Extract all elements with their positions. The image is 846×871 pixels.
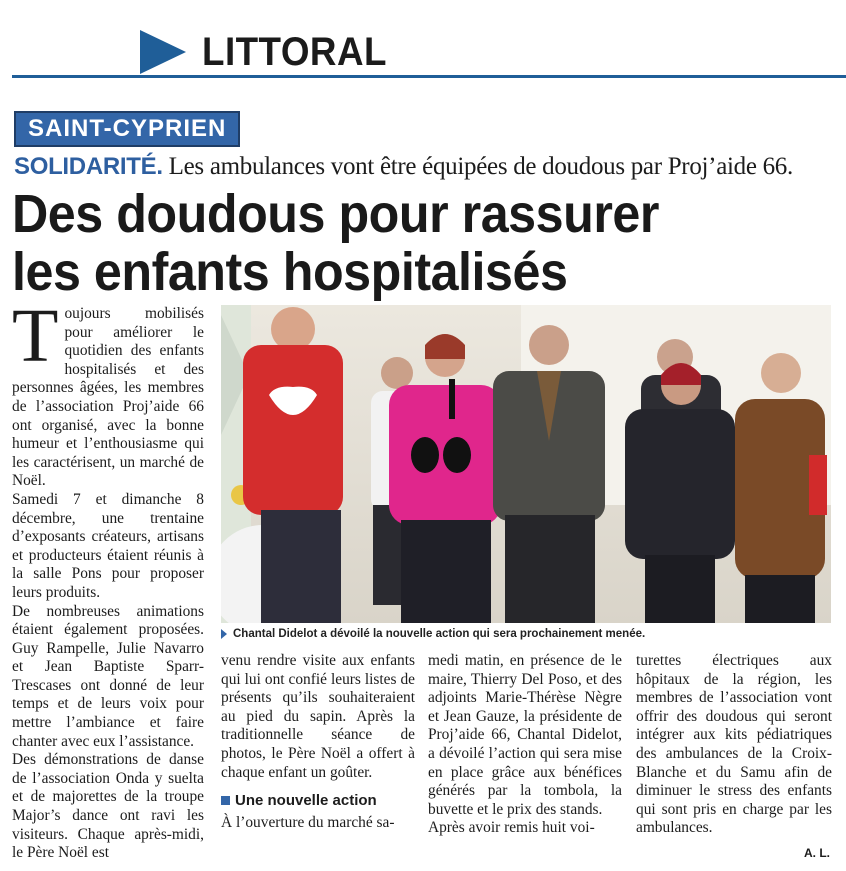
- subheading: Une nouvelle action: [235, 792, 415, 810]
- photo-people-icon: [221, 305, 831, 623]
- kicker-text: Les ambulances vont être équipées de doudous par Proj’aide 66.: [162, 153, 793, 180]
- paragraph: À l’ouverture du marché sa-: [221, 814, 395, 832]
- section-rule: [12, 75, 846, 78]
- square-bullet-icon: [221, 796, 230, 805]
- byline: A. L.: [804, 846, 830, 860]
- section-title: LITTORAL: [202, 30, 387, 74]
- paragraph: Samedi 7 et dimanche 8 décembre, une trentaine d’exposants créateurs, artisans et producteurs étaient réunis à la salle Pons pour proposer leurs produits.: [12, 490, 204, 601]
- paragraph: turettes électriques aux hôpitaux de la région, les membres de l’association vont offrir des doudous qui seront intégrer aux kits pédiatriques des ambulances de la Croix-Blanche et du Samu afin de diminuer le stress des enfants qui sont pris en charge par les ambulances.: [636, 652, 832, 837]
- paragraph: De nombreuses animations étaient également proposées. Guy Rampelle, Julie Navarro et Jean Baptiste Sparr-Trescases ont donné de leur temps et de leurs voix pour mettre l’ambiance et faire chanter avec eux l’assistance.: [12, 602, 204, 750]
- dropcap: T: [12, 294, 59, 378]
- article-column-2: [221, 652, 415, 833]
- kicker-label: SOLIDARITÉ.: [14, 153, 163, 180]
- article-photo: [221, 305, 831, 623]
- section-arrow-icon: [140, 30, 186, 74]
- paragraph: Après avoir remis huit voi-: [428, 819, 595, 837]
- paragraph: venu rendre visite aux enfants qui lui ont confié leurs listes de présents qu’ils souhaiteraient au pied du sapin. Après la traditionnelle séance de photos, le Père Noël a offert à chaque enfant un goûter.: [221, 652, 415, 781]
- location-tag: SAINT-CYPRIEN: [14, 111, 240, 147]
- article-column-4: [636, 652, 832, 838]
- photo-caption: Chantal Didelot a dévoilé la nouvelle action qui sera prochainement menée.: [221, 628, 645, 640]
- headline-line-2: les enfants hospitalisés: [12, 242, 568, 302]
- paragraph: Toujours mobilisés pour améliorer le quotidien des enfants hospitalisés et des personnes âgées, les membres de l’association Proj’aide 66 ont organisé, avec la bonne humeur et l’enthousiasme qui les caractérisent, un marché de Noël.: [12, 294, 204, 490]
- paragraph: medi matin, en présence de le maire, Thierry Del Poso, et des adjoints Marie-Thérèse Nègre et Jean Gauze, la présidente de Proj’aide 66, Chantal Didelot, a dévoilé l’action qui sera mise en place grâce aux bénéfices générés par la tombola, la buvette et le prix des stands.: [428, 652, 622, 818]
- article-column-3: [428, 652, 622, 838]
- kicker: [14, 152, 793, 182]
- paragraph: Des démonstrations de danse de l’association Onda y suelta et de majorettes de la troupe Major’s dance ont ravi les visiteurs. Chaque après-midi, le Père Noël est: [12, 751, 204, 862]
- headline-line-1: Des doudous pour rassurer: [12, 184, 659, 244]
- article-column-1: [12, 294, 204, 863]
- caption-triangle-icon: [221, 629, 227, 639]
